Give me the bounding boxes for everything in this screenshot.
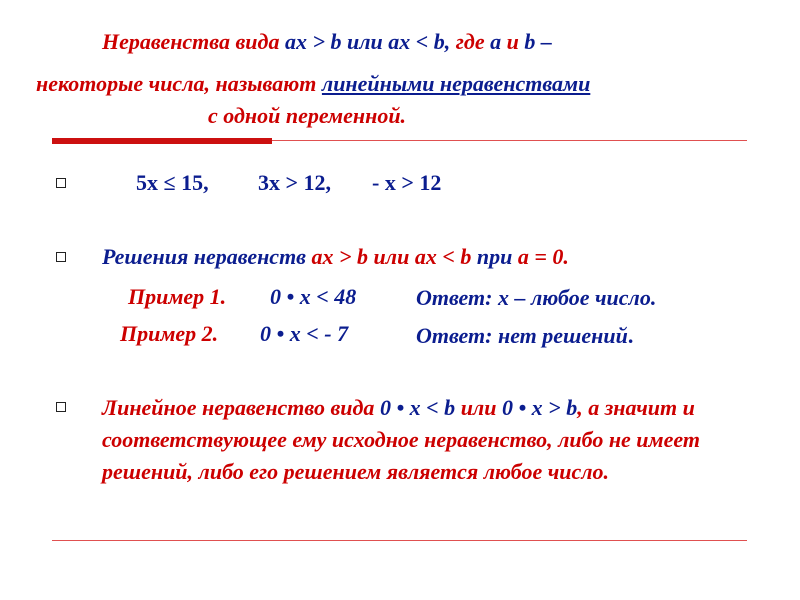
bullet-square-icon: [56, 252, 66, 262]
title-text: Неравенства вида: [102, 29, 285, 54]
title-text: где: [450, 29, 491, 54]
example-2-answer: [416, 323, 633, 349]
example-2-answer-dot: .: [627, 323, 634, 348]
example-inequality-1: 5x ≤ 15,: [136, 170, 209, 195]
example-1-expr: 0 • x < 48: [270, 284, 357, 309]
title-text: с одной переменной.: [208, 103, 407, 128]
bullet-square-icon: [56, 178, 66, 188]
title-dash: –: [535, 29, 552, 54]
title-text: некоторые числа, называют: [36, 71, 322, 96]
paragraph-formula-1: 0 • x < b: [379, 395, 456, 420]
solutions-text: при: [471, 244, 518, 269]
paragraph-formula-2: 0 • x > b: [501, 395, 578, 420]
example-1-answer: Ответ: x – любое число.: [416, 285, 657, 310]
solutions-condition: a = 0.: [517, 244, 569, 269]
bullet-square-icon: [56, 402, 66, 412]
example-2-label: Пример 2.: [120, 321, 219, 346]
title-var-a: a: [490, 29, 502, 54]
divider-bottom: [52, 540, 747, 541]
title-line-1: [102, 26, 552, 58]
title-formula: ax > b или ax < b,: [284, 29, 451, 54]
example-1-label: Пример 1.: [128, 284, 227, 309]
example-2-answer-text: Ответ: нет решений: [416, 323, 628, 348]
title-text: и: [501, 29, 525, 54]
solutions-text: Решения неравенств: [102, 244, 312, 269]
example-inequality-3: - x > 12: [372, 170, 442, 195]
title-line-3: [208, 100, 406, 132]
paragraph-text: или: [455, 395, 502, 420]
conclusion-paragraph: [102, 392, 752, 488]
paragraph-text: Линейное неравенство вида: [102, 395, 380, 420]
title-term: линейными неравенствами: [321, 71, 591, 96]
red-bar: [52, 138, 272, 144]
title-line-2: [36, 68, 590, 100]
example-inequality-2: 3x > 12,: [258, 170, 332, 195]
solutions-line: [102, 244, 569, 270]
solutions-formula: ax > b или ax < b: [311, 244, 472, 269]
example-2-expr: 0 • x < - 7: [260, 321, 349, 346]
paragraph-text: , а значит и соответствующее ему исходное неравенство, либо не имеет решений, либо его решением является любое число.: [102, 395, 700, 484]
title-var-b: b: [524, 29, 536, 54]
